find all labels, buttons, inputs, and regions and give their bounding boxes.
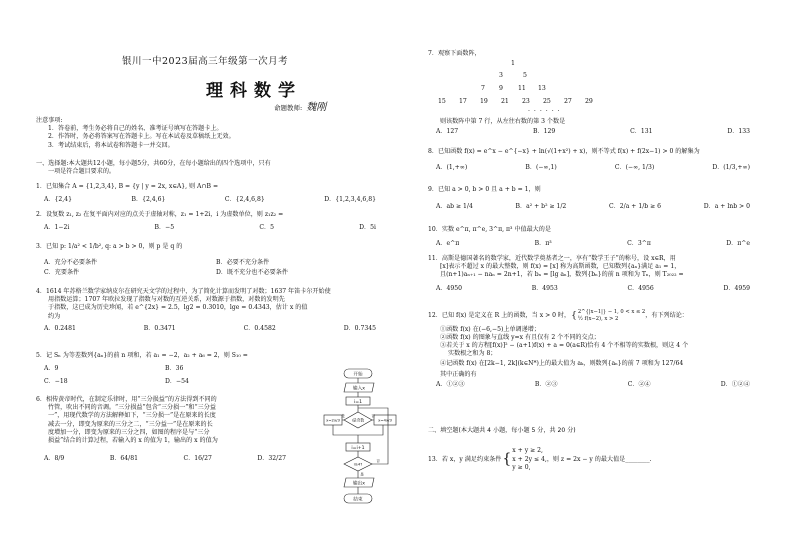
constraint: y ≥ 0, — [512, 464, 531, 472]
option: D．a + lnb > 0 — [703, 203, 750, 211]
option: C．131 — [630, 128, 653, 136]
option: D．5i — [359, 224, 376, 232]
option: B．a² + b² ≥ 1/2 — [515, 203, 567, 211]
option: B．4953 — [531, 284, 558, 292]
question-9 — [428, 186, 762, 211]
question-options — [36, 365, 286, 386]
question-options — [428, 381, 762, 389]
question-line: 损益”结合的计算过程，若输入的 x 的值为 1，输出的 x 的值为 — [48, 437, 218, 445]
option: A．4950 — [436, 284, 463, 292]
flow-right-op-text: x=4x/3 — [378, 417, 392, 423]
question-13 — [428, 447, 762, 473]
option: B．{2,4,6} — [131, 196, 166, 204]
question-options — [36, 325, 388, 333]
option: A．1−2i — [44, 224, 70, 232]
question-stem: 12．已知 f(x) 是定义在 R 上的函数，当 x > 0 时， — [428, 311, 571, 319]
section-2-header: 二、填空题(本大题共 4 小题，每小题 5 分，共 20 分) — [428, 427, 576, 434]
constraints — [512, 447, 547, 473]
flow-check-text: i≥4? — [353, 461, 363, 467]
question-line: 且(n+1)aₙ₊₁ − naₙ = 2n+1，若 bₙ = [lg aₙ]，数列{bₙ}的前 n 项和为 Tₙ，则 T₂₀₂₂ = — [440, 271, 684, 279]
option: B．36 — [165, 365, 184, 373]
question-line: 一”，用现代数学的方法解释如下，“三分损一”是在原来的长度 — [48, 412, 216, 420]
option: C．16/27 — [183, 455, 212, 463]
triangle-cell: 19 — [480, 98, 488, 105]
question-6 — [36, 396, 286, 464]
note-item: 3．考试结束后，将本试卷和答题卡一并交回。 — [48, 141, 174, 149]
option: D．(1/3,+∞) — [712, 164, 750, 172]
option: A．0.2481 — [44, 324, 76, 332]
section-1-line: 一、选择题:本大题共12小题，每小题5分，共60分，在每小题给出的四个选项中，只有 — [36, 160, 271, 167]
question-stem: 13．若 x，y 满足约束条件 — [428, 455, 502, 463]
option: C．(−∞, 1/3) — [614, 164, 655, 172]
flow-start-text: 开始 — [353, 372, 363, 378]
triangle-cell: 3 — [499, 72, 503, 79]
flow-init-text: i=1 — [353, 399, 363, 405]
question-options — [428, 285, 762, 293]
constraint: x + y ≥ 2, — [512, 447, 543, 454]
option: C．4956 — [627, 284, 654, 292]
statement: ③若关于 x 的方程[f(x)]² − (a+1)f(x) + a = 0(a∈R)恰有 4 个不相等的实数根，则这 4 个 — [440, 341, 689, 349]
question-options — [36, 455, 286, 463]
question-line: [x]表示不超过 x 的最大整数，则 f(x) = [x] 称为高斯函数，已知数列{aₙ}满足 a₁ = 1， — [440, 263, 681, 271]
option: D．既不充分也不必要条件 — [216, 269, 288, 277]
section-1-header — [36, 160, 388, 176]
flow-inc-text: i=i+1 — [351, 445, 365, 451]
option: C．充要条件 — [44, 269, 80, 277]
notes-block — [36, 117, 388, 150]
option: D．①②④ — [720, 380, 750, 388]
question-3 — [36, 243, 388, 278]
question-line: 度增加一分，即变为原来的三分之四，如图的程序是与“三分 — [48, 428, 210, 436]
author-signature: 魏刚 — [306, 102, 327, 113]
option: D．{1,2,3,4,6,8} — [324, 196, 376, 204]
option: C．−18 — [44, 378, 68, 386]
option: B．(−∞,1) — [525, 164, 557, 172]
question-line: 竹管，吹出不同的音调。“三分损益”包含“三分损一”和“三分益 — [48, 404, 216, 412]
question-options — [428, 203, 762, 211]
triangle-cell: 27 — [564, 98, 572, 105]
question-options — [36, 259, 388, 277]
option: B．必要不充分条件 — [216, 259, 270, 267]
question-options — [36, 224, 388, 232]
option: C．2/a + 1/b ≥ 6 — [609, 203, 662, 211]
question-line: 用指数运算；1707 年欧拉发现了指数与对数的互逆关系，对数源于指数，对数的发明先 — [48, 296, 285, 304]
question-5 — [36, 352, 286, 387]
flow-check-no-label: 否 — [376, 459, 380, 463]
question-stem: 10．实数 e^π, π^e, 3^π, π³ 中值最大的是 — [428, 226, 551, 233]
triangle-cell: 7 — [481, 85, 485, 92]
option: D．0.7345 — [343, 324, 376, 332]
option: B．64/81 — [109, 455, 138, 463]
triangle-cell: 1 — [511, 60, 515, 67]
notes-title: 注意事项: — [36, 117, 63, 124]
question-tail: ，有下列结论： — [645, 311, 688, 319]
option: C．{2,4,6,8} — [224, 196, 265, 204]
flow-left-op-text: x=2x/3 — [326, 417, 340, 423]
question-line: 4．1614 年苏格兰数学家纳皮尔在研究天文学的过程中，为了简化计算而发明了对数；1637 年笛卡尔开始使 — [36, 288, 331, 295]
note-item: 1．答卷前，考生务必将自己的姓名、准考证号填写在答题卡上。 — [48, 125, 223, 133]
question-stem: 8．已知函数 f(x) = e^x − e^{−x} + ln(√(1+x²) + x)，则不等式 f(x) + f(2x−1) > 0 的解集为 — [428, 148, 700, 155]
question-8 — [428, 148, 762, 172]
question-options — [36, 196, 388, 204]
piece: 2^{|x−1|} − 1, 0 < x ≤ 2 — [577, 309, 646, 315]
option: B．0.3471 — [143, 324, 176, 332]
exam-header: 银川一中2023届高三年级第一次月考 — [122, 56, 289, 67]
option: D．32/27 — [257, 455, 286, 463]
question-stem: 则该数阵中第 7 行，从左往右数的第 3 个数是 — [440, 118, 566, 125]
triangle-cell: 11 — [518, 85, 526, 92]
statement: 实数根之和为 8； — [448, 350, 497, 358]
question-1 — [36, 183, 388, 204]
piecewise — [578, 309, 645, 323]
triangle-cell: 29 — [585, 98, 593, 105]
flow-no-label: 否 — [371, 414, 375, 418]
question-line: 11．高斯是德国著名的数学家，近代数学奠基者之一，享有“数学王子”的称号，设 x∈R，用 — [428, 255, 676, 262]
question-10 — [428, 226, 762, 248]
constraint: x + 2y ≤ 4, — [512, 455, 547, 463]
question-options — [428, 240, 762, 248]
question-13-stem — [428, 447, 762, 473]
option: B．−5 — [154, 224, 175, 232]
question-stem: 9．已知 a > 0, b > 0 且 a + b = 1，则 — [428, 186, 541, 193]
option: B．②③ — [534, 380, 558, 388]
flow-yes-label: 是 — [341, 414, 345, 418]
question-stem: 5．记 Sₙ 为等差数列{aₙ}的前 n 项和，若 a₁ = −2，a₂ + a₆ = 2，则 S₁₀ = — [36, 352, 248, 359]
question-stem: 7．观察下面数阵， — [428, 50, 481, 57]
author-label: 命题教师: — [274, 104, 303, 112]
question-line: 约为 — [48, 312, 61, 320]
author-line — [274, 101, 326, 115]
triangle-cell: 13 — [538, 85, 546, 92]
question-options — [428, 164, 762, 172]
flow-end-text: 结束 — [353, 497, 363, 503]
question-line: 6．相传黄帝时代，在制定乐律时，用“三分损益”的方法得到不同的 — [36, 396, 217, 403]
question-stem: 2．设复数 z₁, z₂ 在复平面内对应的点关于虚轴对称，z₁ = 1+2i，i 为虚数单位，则 z₁z₂ = — [36, 211, 284, 218]
triangle-cell: 5 — [523, 72, 527, 79]
option: D．133 — [727, 128, 750, 136]
section-1-line: 一项是符合题目要求的。 — [48, 168, 116, 176]
option: D．π^e — [726, 240, 750, 248]
triangle-cell: 25 — [543, 98, 551, 105]
triangle-cell: 9 — [499, 85, 503, 92]
flow-check-yes-label: 是 — [360, 472, 364, 477]
option: A．(1,+∞) — [436, 164, 468, 172]
option: C．5 — [259, 224, 274, 232]
subject-title: 理科数学 — [206, 81, 302, 101]
statement: ①函数 f(x) 在(−6,−5)上单调递增； — [440, 325, 540, 333]
option: A．127 — [436, 128, 459, 136]
question-stem: 3．已知 p: 1/a² < 1/b², q: a > b > 0，则 p 是 q 的 — [36, 243, 183, 250]
option: D．4959 — [723, 284, 750, 292]
question-4 — [36, 288, 388, 333]
option: D．−54 — [165, 378, 189, 386]
question-2 — [36, 211, 388, 232]
answer-label: 其中正确的有 — [440, 370, 477, 378]
triangle-dots: · · · · · · — [528, 108, 561, 115]
triangle-cell: 21 — [501, 98, 509, 105]
note-item: 2．作答时，务必将答案写在答题卡上。写在本试卷及草稿纸上无效。 — [48, 133, 235, 141]
question-11 — [428, 255, 762, 293]
flowchart — [322, 368, 402, 510]
brace-icon: { — [571, 310, 577, 321]
option: C．3^π — [627, 240, 651, 248]
option: A．e^π — [436, 240, 460, 248]
option: A．充分不必要条件 — [44, 259, 98, 267]
option: A．ab ≥ 1/4 — [436, 203, 473, 211]
option: A．①②③ — [436, 380, 465, 388]
option: B．π³ — [534, 240, 552, 248]
flow-output-text: 输出x — [353, 481, 365, 487]
question-line: 于指数，这已成为历史珍闻，若 e^{2x} = 2.5，lg2 = 0.3010，lge = 0.4343，估计 x 的值 — [48, 304, 308, 312]
option: A．{2,4} — [44, 196, 72, 204]
question-line: 减去一分，即变为原来的三分之二，“三分益一”是在原来的长 — [48, 420, 213, 428]
option: A．9 — [44, 365, 59, 373]
triangle-cell: 23 — [522, 98, 530, 105]
question-7 — [428, 50, 762, 58]
flow-cond-text: i是奇数 — [351, 417, 365, 423]
question-tail: ，则 z = 2x − y 的最大值是________. — [546, 455, 652, 463]
piece: ½ f(x−2), x > 2 — [577, 315, 619, 322]
option: A．8/9 — [44, 455, 65, 463]
triangle-cell: 15 — [438, 98, 446, 105]
statement: ④记函数 f(x) 在[2k−1, 2k](k∈N*)上的最大值为 aₖ，则数列{aₙ}的前 7 项和为 127/64 — [440, 360, 684, 368]
question-12-stem — [428, 309, 762, 323]
question-7-body — [428, 118, 762, 136]
brace-icon: { — [502, 451, 512, 468]
statement: ②函数 f(x) 的图象与直线 y=x 有且仅有 2 个不同的交点； — [440, 333, 600, 341]
flow-input-text: 输入x — [353, 386, 365, 392]
triangle-cell: 17 — [459, 98, 467, 105]
option: B．129 — [533, 128, 556, 136]
question-options — [428, 128, 762, 136]
option: C．②④ — [627, 380, 651, 388]
question-12 — [428, 309, 762, 389]
option: C．0.4582 — [243, 324, 276, 332]
question-stem: 1．已知集合 A = {1,2,3,4}, B = {y | y = 2x, x∈A}, 则 A∩B = — [36, 183, 219, 190]
